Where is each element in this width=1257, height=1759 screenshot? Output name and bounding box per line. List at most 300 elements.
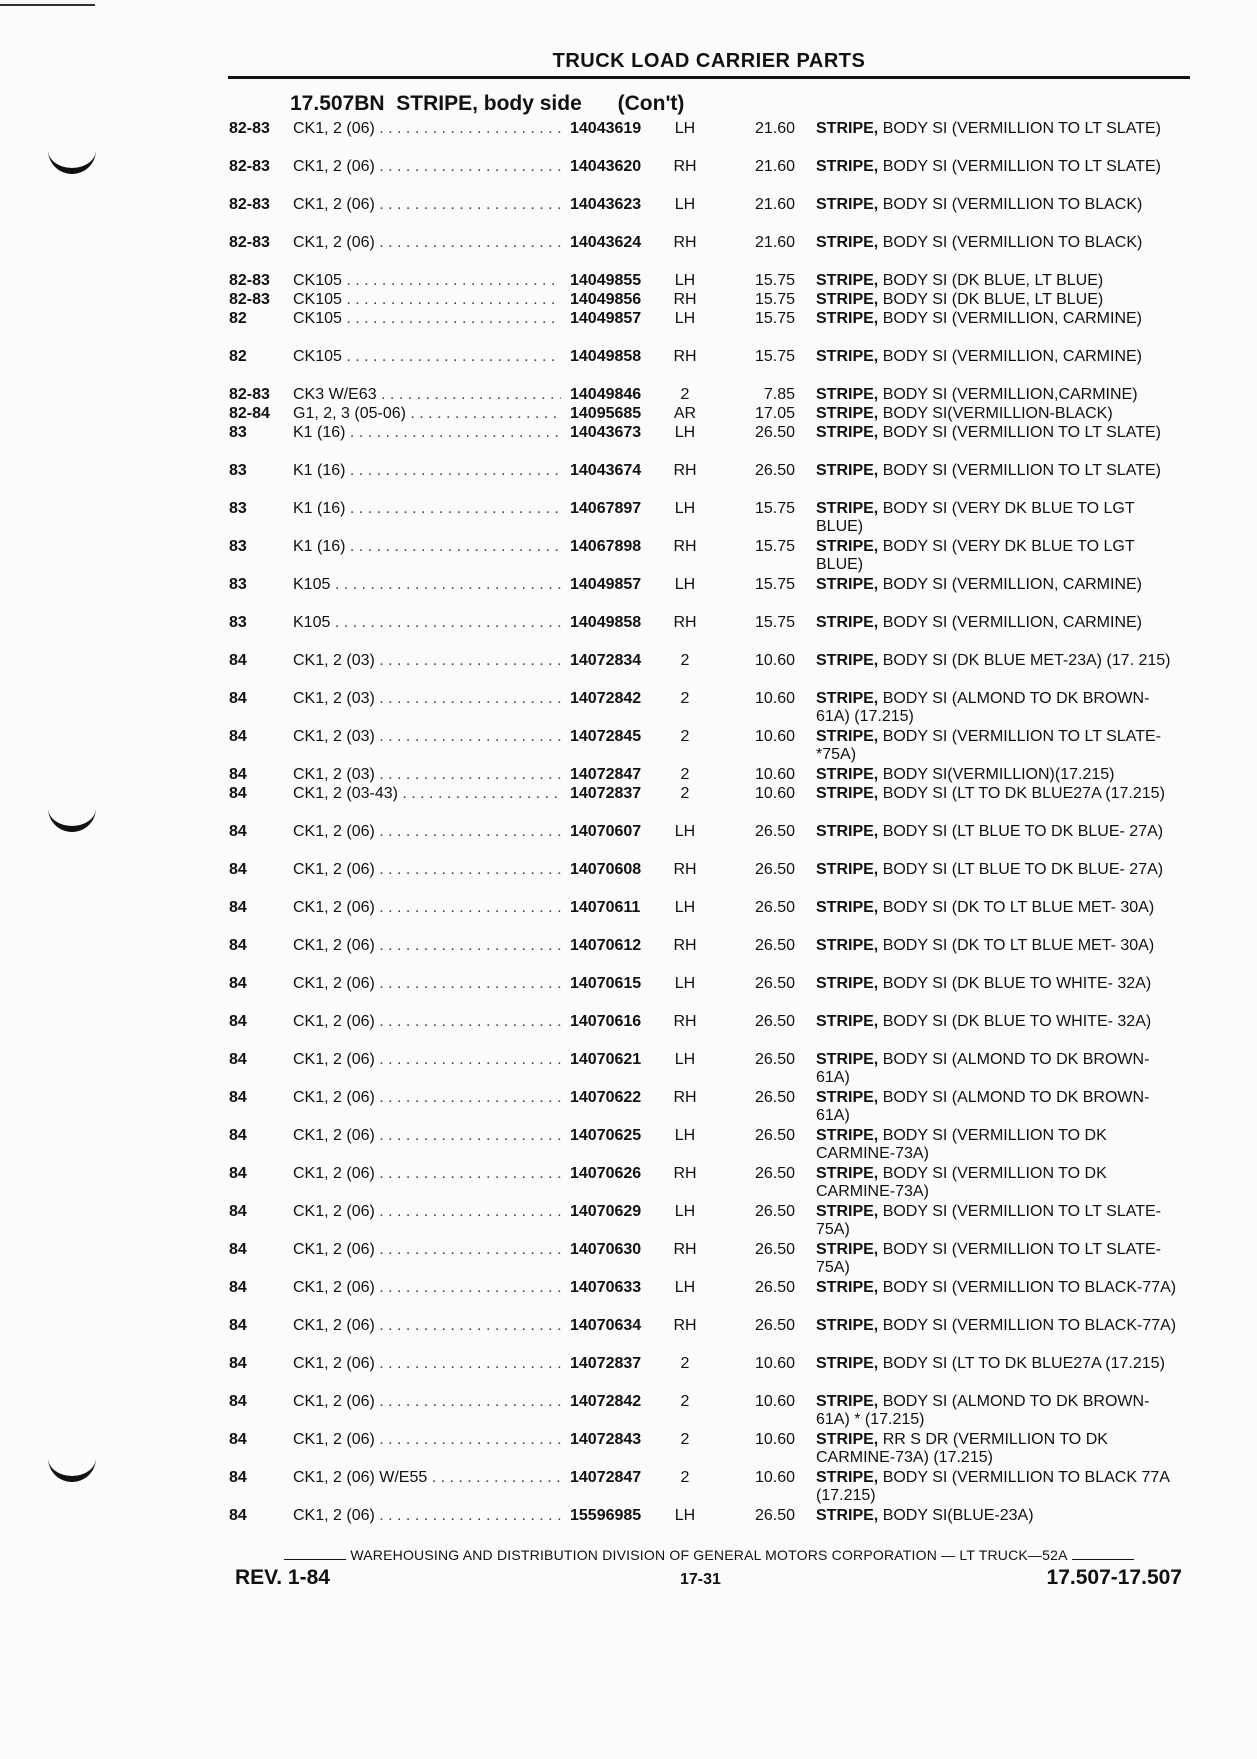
description-cell bbox=[816, 899, 1178, 917]
part-number-cell: 14070625 bbox=[570, 1127, 642, 1144]
quantity-cell: RH bbox=[673, 1013, 697, 1030]
quantity-cell: LH bbox=[674, 975, 696, 992]
page-title: TRUCK LOAD CARRIER PARTS bbox=[552, 50, 866, 72]
year-cell: 84 bbox=[229, 1089, 247, 1106]
description-text: BODY SI (VERMILLION, CARMINE) bbox=[882, 614, 1142, 631]
quantity-cell: RH bbox=[673, 348, 697, 365]
description-prefix: STRIPE, bbox=[816, 405, 879, 422]
description-prefix: STRIPE, bbox=[816, 823, 879, 840]
part-number-cell: 14070626 bbox=[570, 1165, 642, 1182]
model-cell: CK1, 2 (06) . . . bbox=[293, 1507, 561, 1525]
table-row bbox=[0, 405, 1257, 424]
table-row bbox=[0, 1469, 1257, 1507]
quantity-cell: LH bbox=[674, 576, 696, 593]
quantity-cell: RH bbox=[673, 1089, 697, 1106]
table-row bbox=[0, 500, 1257, 538]
price-cell: 26.50 bbox=[754, 1241, 795, 1258]
part-number-cell: 14070612 bbox=[570, 937, 642, 954]
year-cell: 82 bbox=[229, 348, 247, 365]
quantity-cell: RH bbox=[673, 937, 697, 954]
table-row bbox=[0, 158, 1257, 196]
description-cell bbox=[816, 291, 1178, 309]
description-text: BODY SI(VERMILLION)(17.215) bbox=[882, 766, 1115, 783]
price-cell: 26.50 bbox=[754, 937, 795, 954]
description-prefix: STRIPE, bbox=[816, 234, 879, 251]
quantity-cell: RH bbox=[673, 1165, 697, 1182]
quantity-cell: RH bbox=[673, 538, 697, 555]
description-prefix: STRIPE, bbox=[816, 1013, 879, 1030]
quantity-cell: RH bbox=[673, 614, 697, 631]
description-prefix: STRIPE, bbox=[816, 1241, 879, 1258]
description-prefix: STRIPE, bbox=[816, 386, 879, 403]
table-row bbox=[0, 1317, 1257, 1355]
description-cell bbox=[816, 1051, 1178, 1087]
description-cell bbox=[816, 728, 1178, 764]
description-text: BODY SI (VERMILLION TO DK CARMINE-73A) bbox=[816, 1165, 1107, 1200]
revision: REV. 1-84 bbox=[235, 1566, 330, 1589]
year-cell: 84 bbox=[229, 728, 247, 745]
table-row bbox=[0, 937, 1257, 975]
price-cell: 15.75 bbox=[754, 576, 795, 593]
description-prefix: STRIPE, bbox=[816, 1165, 879, 1182]
year-cell: 82-83 bbox=[229, 120, 270, 137]
price-cell: 26.50 bbox=[754, 1203, 795, 1220]
model-cell: CK1, 2 (03) . . . bbox=[293, 690, 561, 708]
description-prefix: STRIPE, bbox=[816, 424, 879, 441]
quantity-cell: LH bbox=[674, 1127, 696, 1144]
year-cell: 83 bbox=[229, 500, 247, 517]
description-prefix: STRIPE, bbox=[816, 766, 879, 783]
description-cell bbox=[816, 158, 1178, 176]
description-prefix: STRIPE, bbox=[816, 196, 879, 213]
description-cell bbox=[816, 766, 1178, 784]
part-number-cell: 14070607 bbox=[570, 823, 642, 840]
price-cell: 21.60 bbox=[754, 234, 795, 251]
price-cell: 26.50 bbox=[754, 424, 795, 441]
description-text: BODY SI (VERMILLION TO LT SLATE-75A) bbox=[816, 1241, 1161, 1276]
table-row bbox=[0, 196, 1257, 234]
price-cell: 26.50 bbox=[754, 462, 795, 479]
description-text: BODY SI (VERMILLION TO LT SLATE) bbox=[882, 120, 1161, 137]
year-cell: 84 bbox=[229, 1127, 247, 1144]
table-row bbox=[0, 728, 1257, 766]
year-cell: 84 bbox=[229, 1355, 247, 1372]
model-cell: CK1, 2 (06) . . . bbox=[293, 937, 561, 955]
description-prefix: STRIPE, bbox=[816, 1469, 879, 1486]
part-number-cell: 14070615 bbox=[570, 975, 642, 992]
description-text: BODY SI (VERMILLION TO LT SLATE) bbox=[882, 424, 1161, 441]
year-cell: 83 bbox=[229, 462, 247, 479]
part-number-cell: 14072842 bbox=[570, 1393, 642, 1410]
model-cell: CK1, 2 (03) . . . bbox=[293, 652, 561, 670]
price-cell: 10.60 bbox=[754, 766, 795, 783]
model-cell: CK105 . . . bbox=[293, 310, 561, 328]
description-cell bbox=[816, 462, 1178, 480]
table-row bbox=[0, 899, 1257, 937]
price-cell: 26.50 bbox=[754, 1013, 795, 1030]
part-number-cell: 14070621 bbox=[570, 1051, 642, 1068]
table-row bbox=[0, 576, 1257, 614]
description-cell bbox=[816, 1241, 1178, 1277]
description-prefix: STRIPE, bbox=[816, 690, 879, 707]
description-cell bbox=[816, 937, 1178, 955]
table-row bbox=[0, 690, 1257, 728]
part-number-cell: 14072847 bbox=[570, 1469, 642, 1486]
model-cell: CK1, 2 (06) . . . bbox=[293, 1279, 561, 1297]
description-cell bbox=[816, 1507, 1178, 1525]
table-row bbox=[0, 310, 1257, 348]
description-text: BODY SI (ALMOND TO DK BROWN-61A) bbox=[816, 1051, 1150, 1086]
description-text: BODY SI (DK BLUE TO WHITE- 32A) bbox=[882, 975, 1152, 992]
price-cell: 10.60 bbox=[754, 690, 795, 707]
model-cell: CK1, 2 (06) . . . bbox=[293, 1127, 561, 1145]
model-cell: CK1, 2 (06) . . . bbox=[293, 975, 561, 993]
price-cell: 10.60 bbox=[754, 1355, 795, 1372]
price-cell: 15.75 bbox=[754, 614, 795, 631]
price-cell: 26.50 bbox=[754, 899, 795, 916]
model-cell: CK1, 2 (06) . . . bbox=[293, 158, 561, 176]
description-prefix: STRIPE, bbox=[816, 158, 879, 175]
table-row bbox=[0, 614, 1257, 652]
price-cell: 10.60 bbox=[754, 728, 795, 745]
model-cell: K1 (16) . . . bbox=[293, 538, 561, 556]
model-cell: K1 (16) . . . bbox=[293, 462, 561, 480]
description-text: BODY SI (VERMILLION TO LT SLATE-*75A) bbox=[816, 728, 1161, 763]
description-prefix: STRIPE, bbox=[816, 1507, 879, 1524]
price-cell: 21.60 bbox=[754, 196, 795, 213]
description-text: BODY SI (VERMILLION, CARMINE) bbox=[882, 576, 1142, 593]
description-prefix: STRIPE, bbox=[816, 728, 879, 745]
price-cell: 21.60 bbox=[754, 158, 795, 175]
part-number-cell: 14070622 bbox=[570, 1089, 642, 1106]
year-cell: 84 bbox=[229, 1317, 247, 1334]
table-row bbox=[0, 386, 1257, 405]
model-cell: CK1, 2 (06) . . . bbox=[293, 1393, 561, 1411]
price-cell: 10.60 bbox=[754, 1469, 795, 1486]
description-prefix: STRIPE, bbox=[816, 899, 879, 916]
year-cell: 84 bbox=[229, 1507, 247, 1524]
year-cell: 84 bbox=[229, 1469, 247, 1486]
quantity-cell: LH bbox=[674, 424, 696, 441]
description-cell bbox=[816, 690, 1178, 726]
description-text: BODY SI (VERMILLION TO BLACK 77A (17.215) bbox=[816, 1469, 1170, 1504]
quantity-cell: RH bbox=[673, 1241, 697, 1258]
description-cell bbox=[816, 234, 1178, 252]
price-cell: 26.50 bbox=[754, 1507, 795, 1524]
price-cell: 26.50 bbox=[754, 1279, 795, 1296]
model-cell: CK105 . . . bbox=[293, 348, 561, 366]
description-text: BODY SI (VERMILLION TO LT SLATE) bbox=[882, 158, 1161, 175]
model-cell: CK105 . . . bbox=[293, 291, 561, 309]
table-row bbox=[0, 861, 1257, 899]
part-number-cell: 14049858 bbox=[570, 348, 642, 365]
part-number-cell: 14067897 bbox=[570, 500, 642, 517]
description-cell bbox=[816, 386, 1178, 404]
price-cell: 26.50 bbox=[754, 1165, 795, 1182]
part-number-cell: 14072845 bbox=[570, 728, 642, 745]
description-prefix: STRIPE, bbox=[816, 652, 879, 669]
description-text: RR S DR (VERMILLION TO DK CARMINE-73A) (17.215) bbox=[816, 1431, 1108, 1466]
section-heading bbox=[290, 92, 684, 116]
part-number-cell: 14049856 bbox=[570, 291, 642, 308]
description-prefix: STRIPE, bbox=[816, 120, 879, 137]
price-cell: 26.50 bbox=[754, 861, 795, 878]
part-number-cell: 14067898 bbox=[570, 538, 642, 555]
table-row bbox=[0, 348, 1257, 386]
description-text: BODY SI (VERY DK BLUE TO LGT BLUE) bbox=[816, 500, 1135, 535]
part-number-cell: 14072837 bbox=[570, 785, 642, 802]
price-cell: 15.75 bbox=[754, 500, 795, 517]
page-number: 17-31 bbox=[680, 1571, 721, 1588]
quantity-cell: 2 bbox=[680, 386, 690, 403]
description-prefix: STRIPE, bbox=[816, 1355, 879, 1372]
description-cell bbox=[816, 538, 1178, 574]
parts-table bbox=[0, 120, 1257, 1526]
description-prefix: STRIPE, bbox=[816, 576, 879, 593]
year-cell: 84 bbox=[229, 975, 247, 992]
description-text: BODY SI (DK TO LT BLUE MET- 30A) bbox=[882, 937, 1155, 954]
description-prefix: STRIPE, bbox=[816, 272, 879, 289]
description-text: BODY SI (VERMILLION TO LT SLATE-75A) bbox=[816, 1203, 1161, 1238]
description-cell bbox=[816, 310, 1178, 328]
quantity-cell: RH bbox=[673, 861, 697, 878]
part-number-cell: 14043620 bbox=[570, 158, 642, 175]
year-cell: 84 bbox=[229, 1393, 247, 1410]
quantity-cell: RH bbox=[673, 1317, 697, 1334]
model-cell: CK1, 2 (03-43) . . . bbox=[293, 785, 561, 803]
quantity-cell: LH bbox=[674, 1507, 696, 1524]
price-cell: 26.50 bbox=[754, 823, 795, 840]
section-code: 17.507BN bbox=[290, 92, 385, 115]
description-text: BODY SI (LT TO DK BLUE27A (17.215) bbox=[882, 1355, 1165, 1372]
part-number-cell: 14049858 bbox=[570, 614, 642, 631]
corner-mark bbox=[0, 4, 95, 6]
description-text: BODY SI (LT BLUE TO DK BLUE- 27A) bbox=[882, 861, 1164, 878]
price-cell: 17.05 bbox=[754, 405, 795, 422]
description-text: BODY SI (DK BLUE, LT BLUE) bbox=[882, 291, 1104, 308]
table-row bbox=[0, 1051, 1257, 1089]
price-cell: 15.75 bbox=[754, 348, 795, 365]
year-cell: 82 bbox=[229, 310, 247, 327]
table-row bbox=[0, 120, 1257, 158]
part-number-cell: 14072834 bbox=[570, 652, 642, 669]
description-prefix: STRIPE, bbox=[816, 462, 879, 479]
description-prefix: STRIPE, bbox=[816, 1279, 879, 1296]
quantity-cell: LH bbox=[674, 310, 696, 327]
description-text: BODY SI (VERMILLION, CARMINE) bbox=[882, 348, 1142, 365]
description-cell bbox=[816, 1013, 1178, 1031]
price-cell: 10.60 bbox=[754, 1393, 795, 1410]
part-number-cell: 14049855 bbox=[570, 272, 642, 289]
description-prefix: STRIPE, bbox=[816, 1393, 879, 1410]
description-text: BODY SI (VERMILLION TO BLACK-77A) bbox=[882, 1317, 1177, 1334]
description-text: BODY SI (VERY DK BLUE TO LGT BLUE) bbox=[816, 538, 1135, 573]
model-cell: K1 (16) . . . bbox=[293, 500, 561, 518]
description-cell bbox=[816, 1089, 1178, 1125]
year-cell: 82-83 bbox=[229, 291, 270, 308]
description-text: BODY SI (VERMILLION,CARMINE) bbox=[882, 386, 1138, 403]
part-number-cell: 14049857 bbox=[570, 310, 642, 327]
model-cell: CK1, 2 (06) . . . bbox=[293, 234, 561, 252]
description-text: BODY SI (LT TO DK BLUE27A (17.215) bbox=[882, 785, 1165, 802]
description-text: BODY SI (DK BLUE TO WHITE- 32A) bbox=[882, 1013, 1152, 1030]
part-number-cell: 14049846 bbox=[570, 386, 642, 403]
model-cell: CK1, 2 (06) . . . bbox=[293, 823, 561, 841]
table-row bbox=[0, 1355, 1257, 1393]
part-number-cell: 14043673 bbox=[570, 424, 642, 441]
description-text: BODY SI (LT BLUE TO DK BLUE- 27A) bbox=[882, 823, 1164, 840]
model-cell: CK1, 2 (06) . . . bbox=[293, 1165, 561, 1183]
description-cell bbox=[816, 1469, 1178, 1505]
quantity-cell: LH bbox=[674, 272, 696, 289]
price-cell: 15.75 bbox=[754, 272, 795, 289]
description-cell bbox=[816, 823, 1178, 841]
part-number-cell: 14070633 bbox=[570, 1279, 642, 1296]
description-prefix: STRIPE, bbox=[816, 538, 879, 555]
price-cell: 26.50 bbox=[754, 1317, 795, 1334]
quantity-cell: LH bbox=[674, 120, 696, 137]
part-number-cell: 14043674 bbox=[570, 462, 642, 479]
model-cell: CK1, 2 (06) W/E55 . . . bbox=[293, 1469, 561, 1487]
year-cell: 84 bbox=[229, 1165, 247, 1182]
price-cell: 26.50 bbox=[754, 975, 795, 992]
description-prefix: STRIPE, bbox=[816, 614, 879, 631]
year-cell: 84 bbox=[229, 823, 247, 840]
quantity-cell: 2 bbox=[680, 766, 690, 783]
year-cell: 82-83 bbox=[229, 272, 270, 289]
part-number-cell: 14043619 bbox=[570, 120, 642, 137]
description-cell bbox=[816, 576, 1178, 594]
quantity-cell: 2 bbox=[680, 1469, 690, 1486]
year-cell: 84 bbox=[229, 766, 247, 783]
part-number-cell: 14070616 bbox=[570, 1013, 642, 1030]
table-row bbox=[0, 1165, 1257, 1203]
description-cell bbox=[816, 405, 1178, 423]
section-range: 17.507-17.507 bbox=[1046, 1566, 1182, 1589]
year-cell: 84 bbox=[229, 1431, 247, 1448]
quantity-cell: AR bbox=[673, 405, 697, 422]
description-cell bbox=[816, 614, 1178, 632]
description-cell bbox=[816, 272, 1178, 290]
description-text: BODY SI (ALMOND TO DK BROWN-61A) * (17.215) bbox=[816, 1393, 1150, 1428]
year-cell: 82-83 bbox=[229, 158, 270, 175]
description-text: BODY SI(BLUE-23A) bbox=[882, 1507, 1034, 1524]
table-row bbox=[0, 785, 1257, 823]
year-cell: 84 bbox=[229, 652, 247, 669]
table-row bbox=[0, 1127, 1257, 1165]
year-cell: 84 bbox=[229, 937, 247, 954]
year-cell: 83 bbox=[229, 424, 247, 441]
model-cell: CK1, 2 (03) . . . bbox=[293, 766, 561, 784]
table-row bbox=[0, 1241, 1257, 1279]
description-prefix: STRIPE, bbox=[816, 861, 879, 878]
part-number-cell: 14070611 bbox=[570, 899, 641, 916]
description-cell bbox=[816, 500, 1178, 536]
price-cell: 10.60 bbox=[754, 1431, 795, 1448]
model-cell: CK1, 2 (06) . . . bbox=[293, 1241, 561, 1259]
table-row bbox=[0, 538, 1257, 576]
quantity-cell: RH bbox=[673, 462, 697, 479]
price-cell: 15.75 bbox=[754, 538, 795, 555]
part-number-cell: 14070629 bbox=[570, 1203, 642, 1220]
description-cell bbox=[816, 348, 1178, 366]
quantity-cell: LH bbox=[674, 899, 696, 916]
quantity-cell: LH bbox=[674, 196, 696, 213]
year-cell: 82-83 bbox=[229, 386, 270, 403]
description-prefix: STRIPE, bbox=[816, 500, 879, 517]
table-row bbox=[0, 1089, 1257, 1127]
model-cell: CK1, 2 (06) . . . bbox=[293, 861, 561, 879]
description-text: BODY SI (VERMILLION TO BLACK) bbox=[882, 196, 1143, 213]
description-prefix: STRIPE, bbox=[816, 937, 879, 954]
year-cell: 84 bbox=[229, 690, 247, 707]
model-cell: CK1, 2 (06) . . . bbox=[293, 1317, 561, 1335]
year-cell: 84 bbox=[229, 861, 247, 878]
table-row bbox=[0, 652, 1257, 690]
model-cell: CK1, 2 (06) . . . bbox=[293, 1203, 561, 1221]
quantity-cell: RH bbox=[673, 291, 697, 308]
year-cell: 84 bbox=[229, 785, 247, 802]
description-text: BODY SI (VERMILLION, CARMINE) bbox=[882, 310, 1142, 327]
description-text: BODY SI (DK BLUE, LT BLUE) bbox=[882, 272, 1104, 289]
quantity-cell: 2 bbox=[680, 1355, 690, 1372]
description-cell bbox=[816, 975, 1178, 993]
table-row bbox=[0, 424, 1257, 462]
price-cell: 26.50 bbox=[754, 1051, 795, 1068]
description-cell bbox=[816, 652, 1178, 670]
table-row bbox=[0, 1393, 1257, 1431]
model-cell: CK1, 2 (06) . . . bbox=[293, 1089, 561, 1107]
table-row bbox=[0, 1507, 1257, 1526]
year-cell: 84 bbox=[229, 1241, 247, 1258]
table-row bbox=[0, 823, 1257, 861]
year-cell: 82-84 bbox=[229, 405, 270, 422]
quantity-cell: 2 bbox=[680, 728, 690, 745]
description-prefix: STRIPE, bbox=[816, 1317, 879, 1334]
price-cell: 10.60 bbox=[754, 652, 795, 669]
year-cell: 84 bbox=[229, 899, 247, 916]
price-cell: 26.50 bbox=[754, 1127, 795, 1144]
description-prefix: STRIPE, bbox=[816, 785, 879, 802]
model-cell: CK3 W/E63 . . . bbox=[293, 386, 561, 404]
description-prefix: STRIPE, bbox=[816, 348, 879, 365]
model-cell: G1, 2, 3 (05-06) . . . bbox=[293, 405, 561, 423]
price-cell: 26.50 bbox=[754, 1089, 795, 1106]
quantity-cell: 2 bbox=[680, 1393, 690, 1410]
part-number-cell: 14095685 bbox=[570, 405, 642, 422]
table-row bbox=[0, 1013, 1257, 1051]
year-cell: 83 bbox=[229, 576, 247, 593]
description-prefix: STRIPE, bbox=[816, 1431, 879, 1448]
description-text: BODY SI (DK BLUE MET-23A) (17. 215) bbox=[882, 652, 1171, 669]
model-cell: CK1, 2 (06) . . . bbox=[293, 1431, 561, 1449]
model-cell: K105 . . . bbox=[293, 576, 561, 594]
table-row bbox=[0, 975, 1257, 1013]
model-cell: CK1, 2 (06) . . . bbox=[293, 196, 561, 214]
description-cell bbox=[816, 1317, 1178, 1335]
year-cell: 82-83 bbox=[229, 234, 270, 251]
year-cell: 84 bbox=[229, 1279, 247, 1296]
table-row bbox=[0, 462, 1257, 500]
table-row bbox=[0, 1203, 1257, 1241]
description-prefix: STRIPE, bbox=[816, 1051, 879, 1068]
description-prefix: STRIPE, bbox=[816, 1089, 879, 1106]
quantity-cell: RH bbox=[673, 158, 697, 175]
quantity-cell: LH bbox=[674, 823, 696, 840]
description-text: BODY SI (VERMILLION TO BLACK-77A) bbox=[882, 1279, 1177, 1296]
year-cell: 84 bbox=[229, 1013, 247, 1030]
year-cell: 83 bbox=[229, 614, 247, 631]
